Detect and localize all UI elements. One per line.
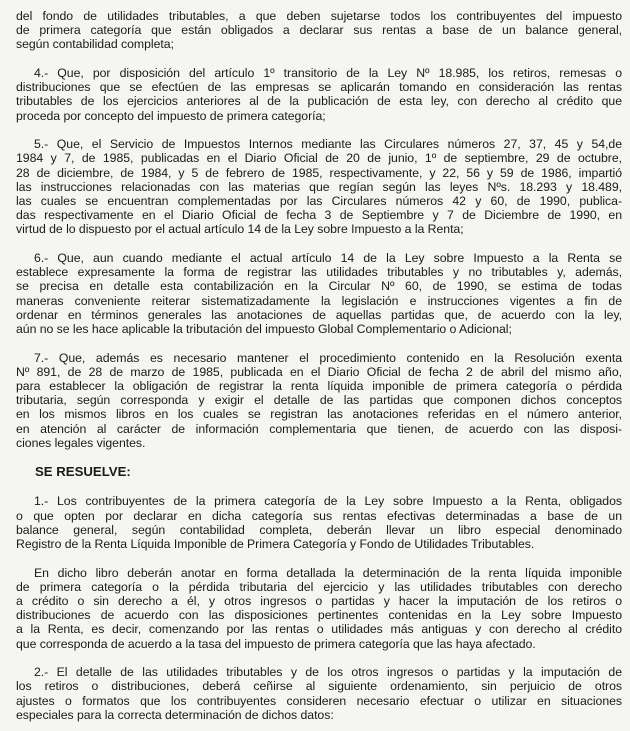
text-line: en atención al carácter de información complementaria que tienen, de acuerdo con las disposi-	[16, 421, 622, 436]
text-line: 1984 y 7, de 1985, publicadas en el Diario Oficial de 20 de junio, 1º de septiembre, 29 de octubre,	[16, 151, 622, 166]
paragraph-continuation	[16, 9, 622, 52]
text-line: virtud de lo dispuesto por el actual artículo 14 de la Ley sobre Impuesto a la Renta;	[16, 222, 464, 237]
text-line: los retiros o distribuciones, deberá ceñirse al siguiente ordenamiento, sin perjuicio de otros	[16, 679, 622, 694]
text-line: establece expresamente la forma de registrar las utilidades tributables y no tributables y, además,	[16, 265, 622, 280]
paragraph-considerando-6	[16, 251, 622, 336]
paragraph-considerando-4	[16, 66, 622, 123]
text-line: que corresponda de acuerdo a la tasa del impuesto de primera categoría que las haya afectado.	[16, 636, 536, 651]
text-line: 4.- Que, por disposición del artículo 1º transitorio de la Ley Nº 18.985, los retiros, remesas o	[34, 66, 622, 80]
text-line: del fondo de utilidades tributables, a que deben sujetarse todos los contribuyentes del impuesto	[16, 9, 622, 23]
text-line: 1.- Los contribuyentes de la primera categoría de la Ley sobre Impuesto a la Renta, obligados	[34, 494, 622, 509]
paragraph-resolution-1b	[16, 566, 622, 651]
text-line: tributaria, según corresponda y exigir el detalle de las partidas que componen dichos conceptos	[16, 393, 622, 408]
text-line: o que opten por declarar en dicha categoría sus rentas efectivas determinadas a base de un	[16, 508, 622, 523]
text-line: distribuciones que se efectúen de las empresas se aplicarán tomando en consideración las rentas	[16, 80, 622, 95]
text-line: balance general, según contabilidad completa, deberán llevar un libro especial denominado	[16, 522, 622, 537]
text-line: a crédito o sin derecho a él, y otros ingresos o partidas y hacer la imputación de los retiros o	[16, 594, 622, 609]
text-line: de primera categoría o la pérdida tributaria del ejercicio y las utilidades tributables con derecho	[16, 579, 622, 594]
text-line: especiales para la correcta determinación de dichos datos:	[16, 707, 334, 722]
text-line: de primera categoría que están obligados a declarar sus rentas a base de un balance general,	[16, 23, 622, 38]
section-heading: SE RESUELVE:	[35, 464, 131, 480]
text-line: las cuales se encuentran complementadas por las Circulares números 42 y 60, de 1990, publica-	[16, 194, 622, 209]
paragraph-considerando-7	[16, 351, 622, 450]
text-line: Nº 891, de 28 de marzo de 1985, publicada en el Diario Oficial de fecha 2 de abril del mismo año,	[16, 364, 622, 379]
text-line: las instrucciones relacionadas con las materias que regían según las leyes Nºs. 18.293 y 18.489,	[16, 179, 622, 194]
paragraph-resolution-1	[16, 494, 622, 551]
text-line: 6.- Que, aun cuando mediante el actual artículo 14 de la Ley sobre Impuesto a la Renta se	[34, 251, 622, 266]
text-line: aún no se les hace aplicable la tributación del impuesto Global Complementario o Adicional;	[16, 322, 512, 337]
text-line: En dicho libro deberán anotar en forma detallada la determinación de la renta líquida imponible	[34, 565, 622, 580]
text-line: se precisa en detalle esta contabilización en la Circular Nº 60, de 1990, se estima de todas	[16, 279, 622, 294]
text-line: 28 de diciembre, de 1984, y 5 de febrero de 1985, respectivamente, y 22, 56 y 59 de 1986, impartió	[16, 165, 622, 180]
text-line: en los mismos libros en los cuales se registran las anotaciones referidas en el número anterior,	[16, 407, 622, 422]
text-line: para establecer la obligación de registrar la renta líquida imponible de primera categoría o pérdida	[16, 379, 622, 394]
text-line: 2.- El detalle de las utilidades tributables y de los otros ingresos o partidas y la imputación de	[34, 665, 622, 680]
text-line: Registro de la Renta Líquida Imponible de Primera Categoría y Fondo de Utilidades Tributables.	[16, 537, 535, 552]
paragraph-considerando-5	[16, 137, 622, 236]
text-line: tributables de los ejercicios anteriores al de la publicación de esta ley, con derecho al crédito que	[16, 94, 622, 109]
text-line: das respectivamente en el Diario Oficial de fecha 3 de Septiembre y 7 de Diciembre de 1990, en	[16, 208, 622, 223]
text-line: ciones legales vigentes.	[16, 435, 146, 450]
text-line: según contabilidad completa;	[16, 37, 174, 52]
text-line: maneras conveniente reiterar sistematizadamente la legislación e instrucciones vigentes a fin de	[16, 293, 622, 308]
text-line: ajustes o formatos que los contribuyentes consideren necesario efectuar o utilizar en situaciones	[16, 693, 622, 708]
text-line: proceda por concepto del impuesto de primera categoría;	[16, 108, 326, 123]
text-line: ordenar en términos generales las anotaciones de aquellas partidas que, de acuerdo con la ley,	[16, 307, 622, 322]
text-line: 5.- Que, el Servicio de Impuestos Internos mediante las Circulares números 27, 37, 45 y 54,de	[34, 137, 622, 152]
text-line: a la Renta, es decir, comenzando por las rentas o utilidades más antiguas y con derecho al crédito	[16, 622, 622, 637]
text-line: distribuciones de acuerdo con las disposiciones pertinentes contenidas en la Ley sobre Impuesto	[16, 608, 622, 623]
text-line: 7.- Que, además es necesario mantener el procedimiento contenido en la Resolución exenta	[34, 350, 622, 365]
paragraph-resolution-2	[16, 665, 622, 722]
